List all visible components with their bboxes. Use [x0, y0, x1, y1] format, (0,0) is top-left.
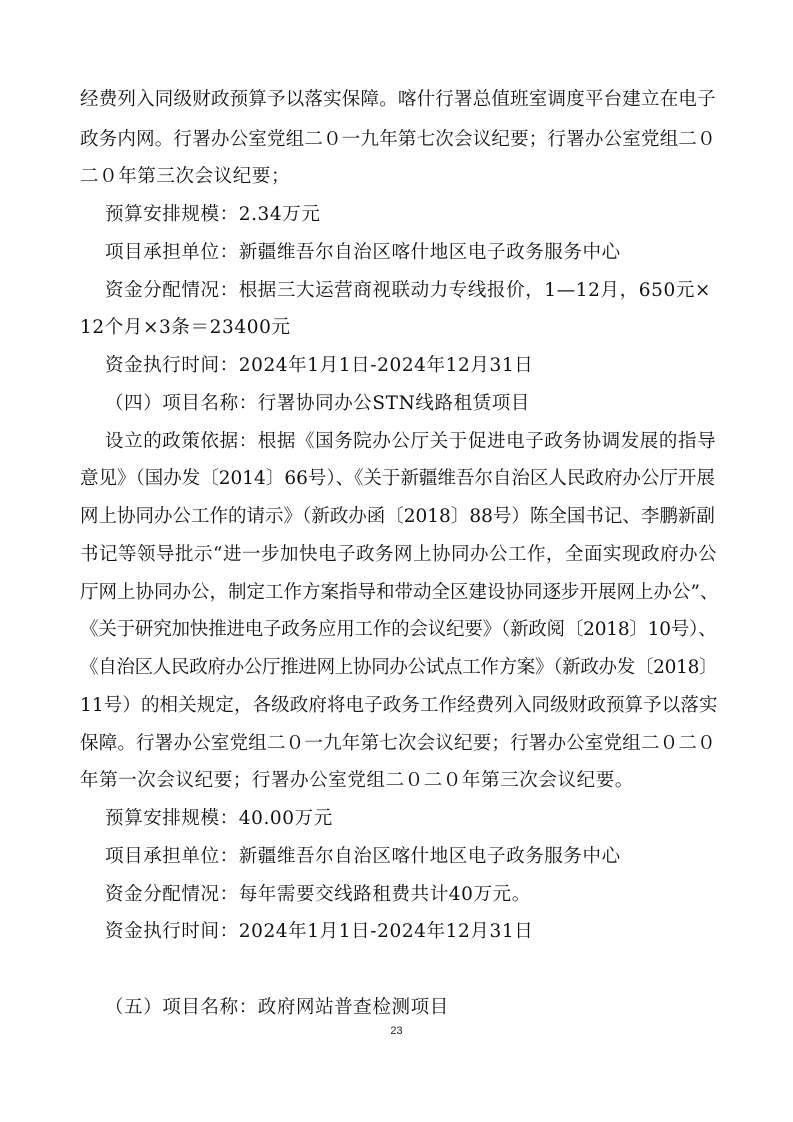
responsible-unit: 项目承担单位：新疆维吾尔自治区喀什地区电子政务服务中心 [105, 846, 621, 867]
execution-time: 资金执行时间：2024年1月1日-2024年12月31日 [105, 355, 534, 376]
budget-scale: 预算安排规模：2.34万元 [105, 204, 321, 225]
fund-allocation: 资金分配情况：根据三大运营商视联动力专线报价，1—12月，650元× [105, 280, 712, 301]
body-line: 经费列入同级财政预算予以落实保障。喀什行署总值班室调度平台建立在电子 [80, 89, 716, 110]
section-heading: （五）项目名称：政府网站普查检测项目 [105, 997, 449, 1018]
page-number: 23 [390, 1025, 403, 1037]
body-line: 政务内网。行署办公室党组二０一九年第七次会议纪要；行署办公室党组二０ [80, 129, 716, 150]
body-line: 年第一次会议纪要；行署办公室党组二０二０年第三次会议纪要。 [80, 770, 634, 791]
body-line: 厅网上协同办公，制定工作方案指导和带动全区建设协同逐步开展网上办公”、 [80, 582, 719, 603]
execution-time: 资金执行时间：2024年1月1日-2024年12月31日 [105, 921, 534, 942]
body-line: 《自治区人民政府办公厅推进网上协同办公试点工作方案》（新政办发〔2018〕 [80, 657, 718, 678]
budget-scale: 预算安排规模：40.00万元 [105, 808, 333, 829]
body-line: 二０年第三次会议纪要； [80, 166, 291, 187]
body-line: 《关于研究加快推进电子政务应用工作的会议纪要》（新政阅〔2018〕10号）、 [80, 619, 717, 640]
policy-basis: 设立的政策依据：根据《国务院办公厅关于促进电子政务协调发展的指导 [105, 431, 717, 452]
body-line: 网上协同办公工作的请示》（新政办函〔2018〕88号）陈全国书记、李鹏新副 [80, 506, 715, 527]
body-line: 保障。行署办公室党组二０一九年第七次会议纪要；行署办公室党组二０二０ [80, 733, 716, 754]
fund-allocation: 资金分配情况：每年需要交线路租费共计40万元。 [105, 884, 531, 905]
section-heading: （四）项目名称：行署协同办公STN线路租赁项目 [105, 393, 531, 414]
body-line: 11号）的相关规定，各级政府将电子政务工作经费列入同级财政预算予以落实 [80, 695, 718, 716]
body-line: 书记等领导批示“进一步加快电子政务网上协同办公工作，全面实现政府办公 [80, 544, 717, 565]
responsible-unit: 项目承担单位：新疆维吾尔自治区喀什地区电子政务服务中心 [105, 242, 621, 263]
body-line: 12个月×3条＝23400元 [80, 317, 291, 338]
body-line: 意见》（国办发〔2014〕66号）、《关于新疆维吾尔自治区人民政府办公厅开展 [80, 468, 715, 489]
